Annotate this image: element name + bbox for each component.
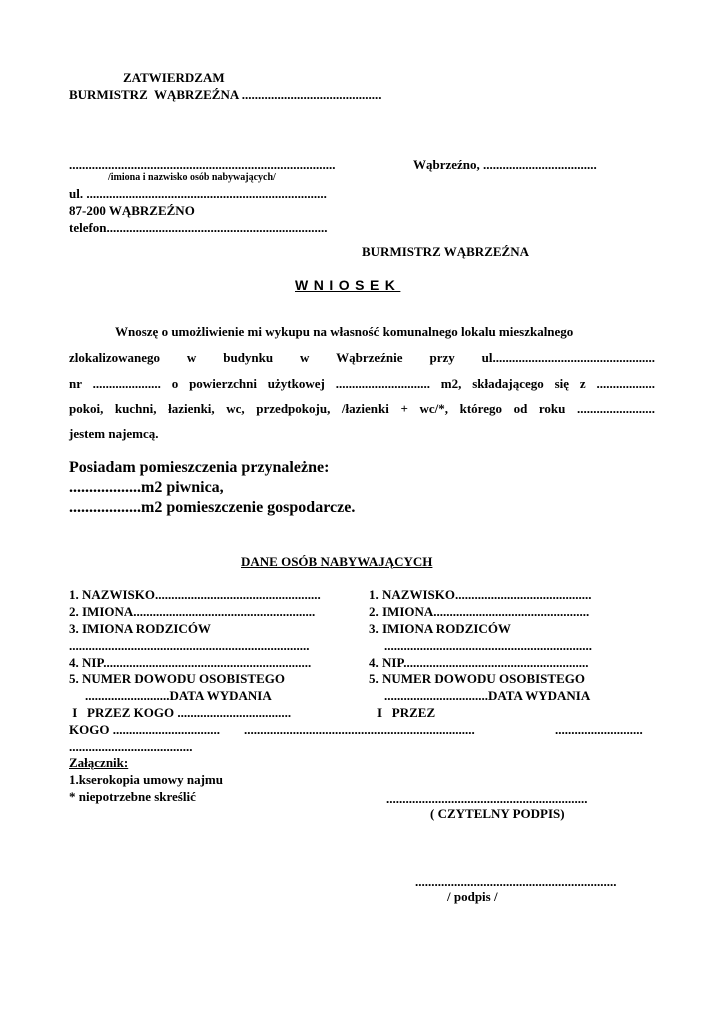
right-parents-field: ................................................................ (384, 638, 592, 653)
left-parents-label: 3. IMIONA RODZICÓW (69, 621, 211, 636)
left-surname-field: 1. NAZWISKO................................................... (69, 587, 321, 602)
right-issued-by-field: I PRZEZ (377, 705, 436, 720)
signature-field: .............................................................. (415, 874, 617, 889)
right-parents-label: 3. IMIONA RODZICÓW (369, 621, 511, 636)
approve-label: ZATWIERDZAM (123, 70, 225, 85)
left-nip-field: 4. NIP................................................................ (69, 655, 312, 670)
request-line-3: nr ..................... o powierzchni użytkowej ............................. m2, składającego się z .................. (69, 376, 655, 391)
strike-note: * niepotrzebne skreślić (69, 789, 196, 804)
document-title: WNIOSEK (295, 277, 401, 293)
left-id-label: 5. NUMER DOWODU OSOBISTEGO (69, 671, 285, 686)
right-id-label: 5. NUMER DOWODU OSOBISTEGO (369, 671, 585, 686)
place-date-field: Wąbrzeźno, ................................... (413, 157, 597, 172)
left-names-field: 2. IMIONA........................................................ (69, 604, 316, 619)
applicant-names-caption: /imiona i nazwisko osób nabywających/ (108, 172, 276, 183)
request-line-1: Wnoszę o umożliwienie mi wykupu na własność komunalnego lokalu mieszkalnego (115, 324, 574, 339)
request-line-5: jestem najemcą. (69, 426, 159, 441)
postal-city: 87-200 WĄBRZEŹNO (69, 203, 195, 218)
right-nip-field: 4. NIP......................................................... (369, 655, 589, 670)
right-names-field: 2. IMIONA................................................ (369, 604, 590, 619)
street-field: ul. .......................................................................... (69, 186, 327, 201)
right-issue-date-field: ................................DATA WYDANIA (384, 688, 591, 703)
left-trailing-dots: ...................................... (69, 739, 193, 754)
applicant-names-field: .................................................................................. (69, 157, 336, 172)
mayor-approval-line: BURMISTRZ WĄBRZEŹNA ........................................... (69, 87, 382, 102)
right-kogo-field: ........................... (555, 722, 643, 737)
premises-heading: Posiadam pomieszczenia przynależne: (69, 459, 330, 476)
request-line-2: zlokalizowanego w budynku w Wąbrzeźnie przy ul.................................................. (69, 350, 655, 365)
legible-signature-label: ( CZYTELNY PODPIS) (430, 806, 565, 821)
phone-field: telefon.................................................................... (69, 220, 328, 235)
right-surname-field: 1. NAZWISKO.......................................... (369, 587, 592, 602)
request-line-4: pokoi, kuchni, łazienki, wc, przedpokoju, /łazienki + wc/*, którego od roku ........................ (69, 401, 655, 416)
middle-kogo-field: ....................................................................... (244, 722, 475, 737)
legible-signature-field: .............................................................. (386, 791, 588, 806)
left-kogo-field: KOGO ................................. (69, 722, 220, 737)
premises-utility: ..................m2 pomieszczenie gospodarcze. (69, 499, 356, 516)
left-issue-date-field: ..........................DATA WYDANIA (85, 688, 272, 703)
signature-label: / podpis / (447, 889, 498, 904)
left-issued-by-field: I PRZEZ KOGO ................................... (69, 705, 292, 720)
attachments-heading: Załącznik: (69, 755, 129, 770)
attachment-item-1: 1.kserokopia umowy najmu (69, 772, 223, 787)
left-parents-field: .......................................................................... (69, 638, 310, 653)
addressee: BURMISTRZ WĄBRZEŹNA (362, 244, 529, 259)
premises-cellar: ..................m2 piwnica, (69, 479, 224, 496)
persons-heading: DANE OSÓB NABYWAJĄCYCH (241, 554, 433, 569)
